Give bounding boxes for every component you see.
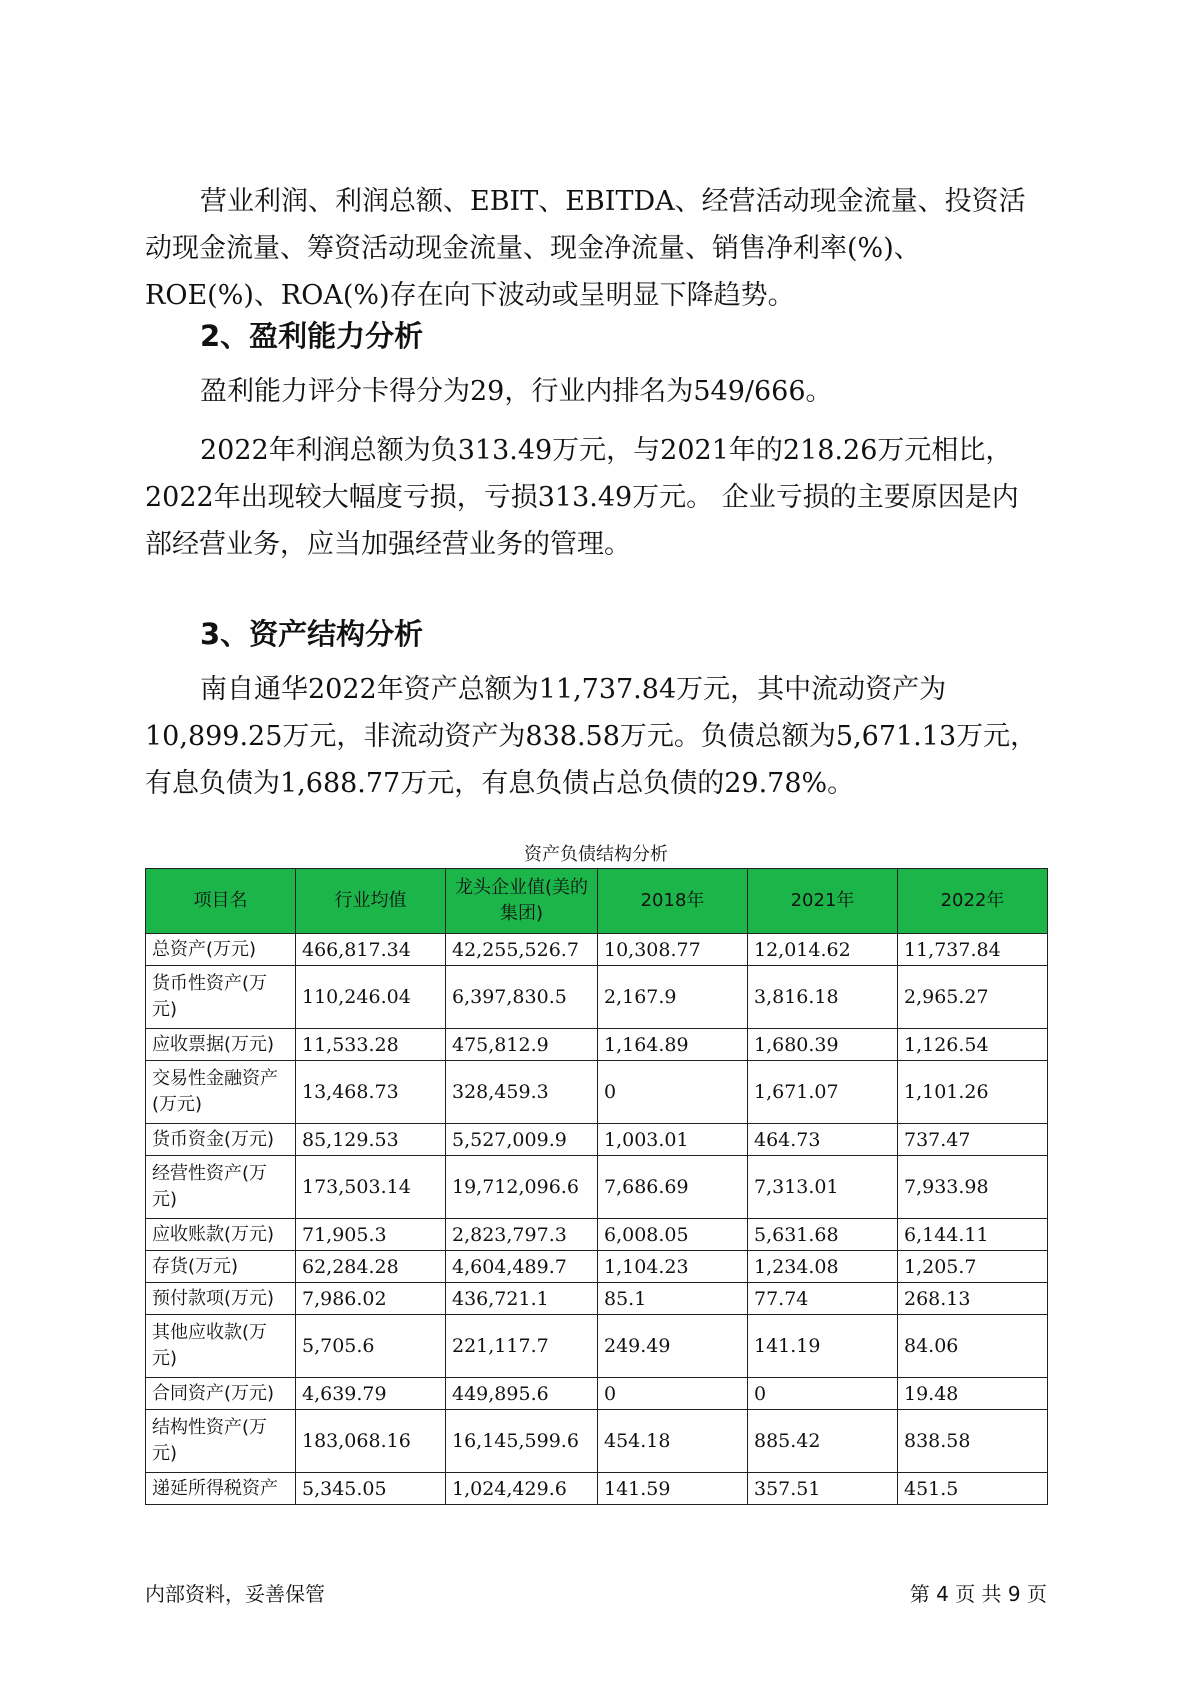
cell: 737.47 xyxy=(898,1124,1048,1156)
table-row xyxy=(146,1029,1048,1061)
row-label: 其他应收款(万元) xyxy=(146,1315,296,1378)
cell: 11,737.84 xyxy=(898,934,1048,966)
cell: 62,284.28 xyxy=(296,1251,446,1283)
header-2022: 2022年 xyxy=(898,869,1048,934)
section2-text xyxy=(145,368,1045,568)
cell: 268.13 xyxy=(898,1283,1048,1315)
cell: 2,823,797.3 xyxy=(446,1219,598,1251)
cell: 77.74 xyxy=(748,1283,898,1315)
section3-paragraph: 南自通华2022年资产总额为11,737.84万元，其中流动资产为10,899.25万元，非流动资产为838.58万元。负债总额为5,671.13万元，有息负债为1,688.77万元，有息负债占总负债的29.78%。 xyxy=(145,674,1038,799)
cell: 885.42 xyxy=(748,1410,898,1473)
cell: 5,345.05 xyxy=(296,1473,446,1505)
table-row xyxy=(146,1251,1048,1283)
cell: 7,933.98 xyxy=(898,1156,1048,1219)
cell: 436,721.1 xyxy=(446,1283,598,1315)
header-leader-value: 龙头企业值(美的集团) xyxy=(446,869,598,934)
cell: 2,965.27 xyxy=(898,966,1048,1029)
cell: 6,144.11 xyxy=(898,1219,1048,1251)
cell: 249.49 xyxy=(598,1315,748,1378)
cell: 141.59 xyxy=(598,1473,748,1505)
row-label: 递延所得税资产 xyxy=(146,1473,296,1505)
cell: 13,468.73 xyxy=(296,1061,446,1124)
section1-paragraph: 营业利润、利润总额、EBIT、EBITDA、经营活动现金流量、投资活动现金流量、筹资活动现金流量、现金净流量、销售净利率(%)、ROE(%)、ROA(%)存在向下波动或呈明显下降趋势。 xyxy=(145,186,1026,311)
cell: 475,812.9 xyxy=(446,1029,598,1061)
cell: 449,895.6 xyxy=(446,1378,598,1410)
cell: 71,905.3 xyxy=(296,1219,446,1251)
table-row xyxy=(146,1061,1048,1124)
cell: 4,604,489.7 xyxy=(446,1251,598,1283)
cell: 1,104.23 xyxy=(598,1251,748,1283)
section3-heading: 3、资产结构分析 xyxy=(200,617,424,651)
table-caption: 资产负债结构分析 xyxy=(524,844,668,865)
table-row xyxy=(146,1410,1048,1473)
cell: 357.51 xyxy=(748,1473,898,1505)
cell: 5,631.68 xyxy=(748,1219,898,1251)
section3-text xyxy=(145,666,1045,807)
row-label: 预付款项(万元) xyxy=(146,1283,296,1315)
cell: 1,234.08 xyxy=(748,1251,898,1283)
row-label: 存货(万元) xyxy=(146,1251,296,1283)
cell: 328,459.3 xyxy=(446,1061,598,1124)
cell: 454.18 xyxy=(598,1410,748,1473)
cell: 1,680.39 xyxy=(748,1029,898,1061)
footer-confidential-note: 内部资料，妥善保管 xyxy=(145,1582,325,1606)
table-row xyxy=(146,1156,1048,1219)
row-label: 结构性资产(万元) xyxy=(146,1410,296,1473)
cell: 85,129.53 xyxy=(296,1124,446,1156)
cell: 1,164.89 xyxy=(598,1029,748,1061)
table-row xyxy=(146,1473,1048,1505)
cell: 7,313.01 xyxy=(748,1156,898,1219)
cell: 1,003.01 xyxy=(598,1124,748,1156)
cell: 451.5 xyxy=(898,1473,1048,1505)
row-label: 合同资产(万元) xyxy=(146,1378,296,1410)
table-row xyxy=(146,1219,1048,1251)
cell: 110,246.04 xyxy=(296,966,446,1029)
cell: 173,503.14 xyxy=(296,1156,446,1219)
table-row xyxy=(146,1315,1048,1378)
section2-paragraph-2: 2022年利润总额为负313.49万元，与2021年的218.26万元相比，2022年出现较大幅度亏损，亏损313.49万元。 企业亏损的主要原因是内部经营业务，应当加强经营业务的管理。 xyxy=(145,435,1019,560)
row-label: 应收账款(万元) xyxy=(146,1219,296,1251)
table-row xyxy=(146,1124,1048,1156)
cell: 6,397,830.5 xyxy=(446,966,598,1029)
section1-text xyxy=(145,178,1045,319)
cell: 7,986.02 xyxy=(296,1283,446,1315)
row-label: 经营性资产(万元) xyxy=(146,1156,296,1219)
table-row xyxy=(146,1283,1048,1315)
header-industry-average: 行业均值 xyxy=(296,869,446,934)
table-row xyxy=(146,934,1048,966)
cell: 1,126.54 xyxy=(898,1029,1048,1061)
cell: 1,101.26 xyxy=(898,1061,1048,1124)
section2-paragraph-1: 盈利能力评分卡得分为29，行业内排名为549/666。 xyxy=(200,376,833,407)
cell: 5,527,009.9 xyxy=(446,1124,598,1156)
cell: 1,671.07 xyxy=(748,1061,898,1124)
cell: 10,308.77 xyxy=(598,934,748,966)
row-label: 交易性金融资产(万元) xyxy=(146,1061,296,1124)
row-label: 货币资金(万元) xyxy=(146,1124,296,1156)
cell: 7,686.69 xyxy=(598,1156,748,1219)
table-header-row xyxy=(146,869,1048,934)
cell: 16,145,599.6 xyxy=(446,1410,598,1473)
cell: 221,117.7 xyxy=(446,1315,598,1378)
cell: 2,167.9 xyxy=(598,966,748,1029)
cell: 0 xyxy=(598,1378,748,1410)
cell: 42,255,526.7 xyxy=(446,934,598,966)
cell: 19,712,096.6 xyxy=(446,1156,598,1219)
table-row xyxy=(146,966,1048,1029)
cell: 19.48 xyxy=(898,1378,1048,1410)
cell: 1,205.7 xyxy=(898,1251,1048,1283)
cell: 0 xyxy=(748,1378,898,1410)
cell: 141.19 xyxy=(748,1315,898,1378)
cell: 5,705.6 xyxy=(296,1315,446,1378)
cell: 3,816.18 xyxy=(748,966,898,1029)
row-label: 货币性资产(万元) xyxy=(146,966,296,1029)
cell: 183,068.16 xyxy=(296,1410,446,1473)
cell: 6,008.05 xyxy=(598,1219,748,1251)
cell: 1,024,429.6 xyxy=(446,1473,598,1505)
cell: 0 xyxy=(598,1061,748,1124)
cell: 464.73 xyxy=(748,1124,898,1156)
header-item-name: 项目名 xyxy=(146,869,296,934)
header-2018: 2018年 xyxy=(598,869,748,934)
cell: 85.1 xyxy=(598,1283,748,1315)
row-label: 应收票据(万元) xyxy=(146,1029,296,1061)
cell: 838.58 xyxy=(898,1410,1048,1473)
cell: 84.06 xyxy=(898,1315,1048,1378)
cell: 12,014.62 xyxy=(748,934,898,966)
balance-structure-table xyxy=(145,868,1048,1505)
table-row xyxy=(146,1378,1048,1410)
cell: 4,639.79 xyxy=(296,1378,446,1410)
section2-heading: 2、盈利能力分析 xyxy=(200,319,424,353)
footer-page-number: 第 4 页 共 9 页 xyxy=(909,1582,1047,1606)
cell: 11,533.28 xyxy=(296,1029,446,1061)
cell: 466,817.34 xyxy=(296,934,446,966)
row-label: 总资产(万元) xyxy=(146,934,296,966)
header-2021: 2021年 xyxy=(748,869,898,934)
